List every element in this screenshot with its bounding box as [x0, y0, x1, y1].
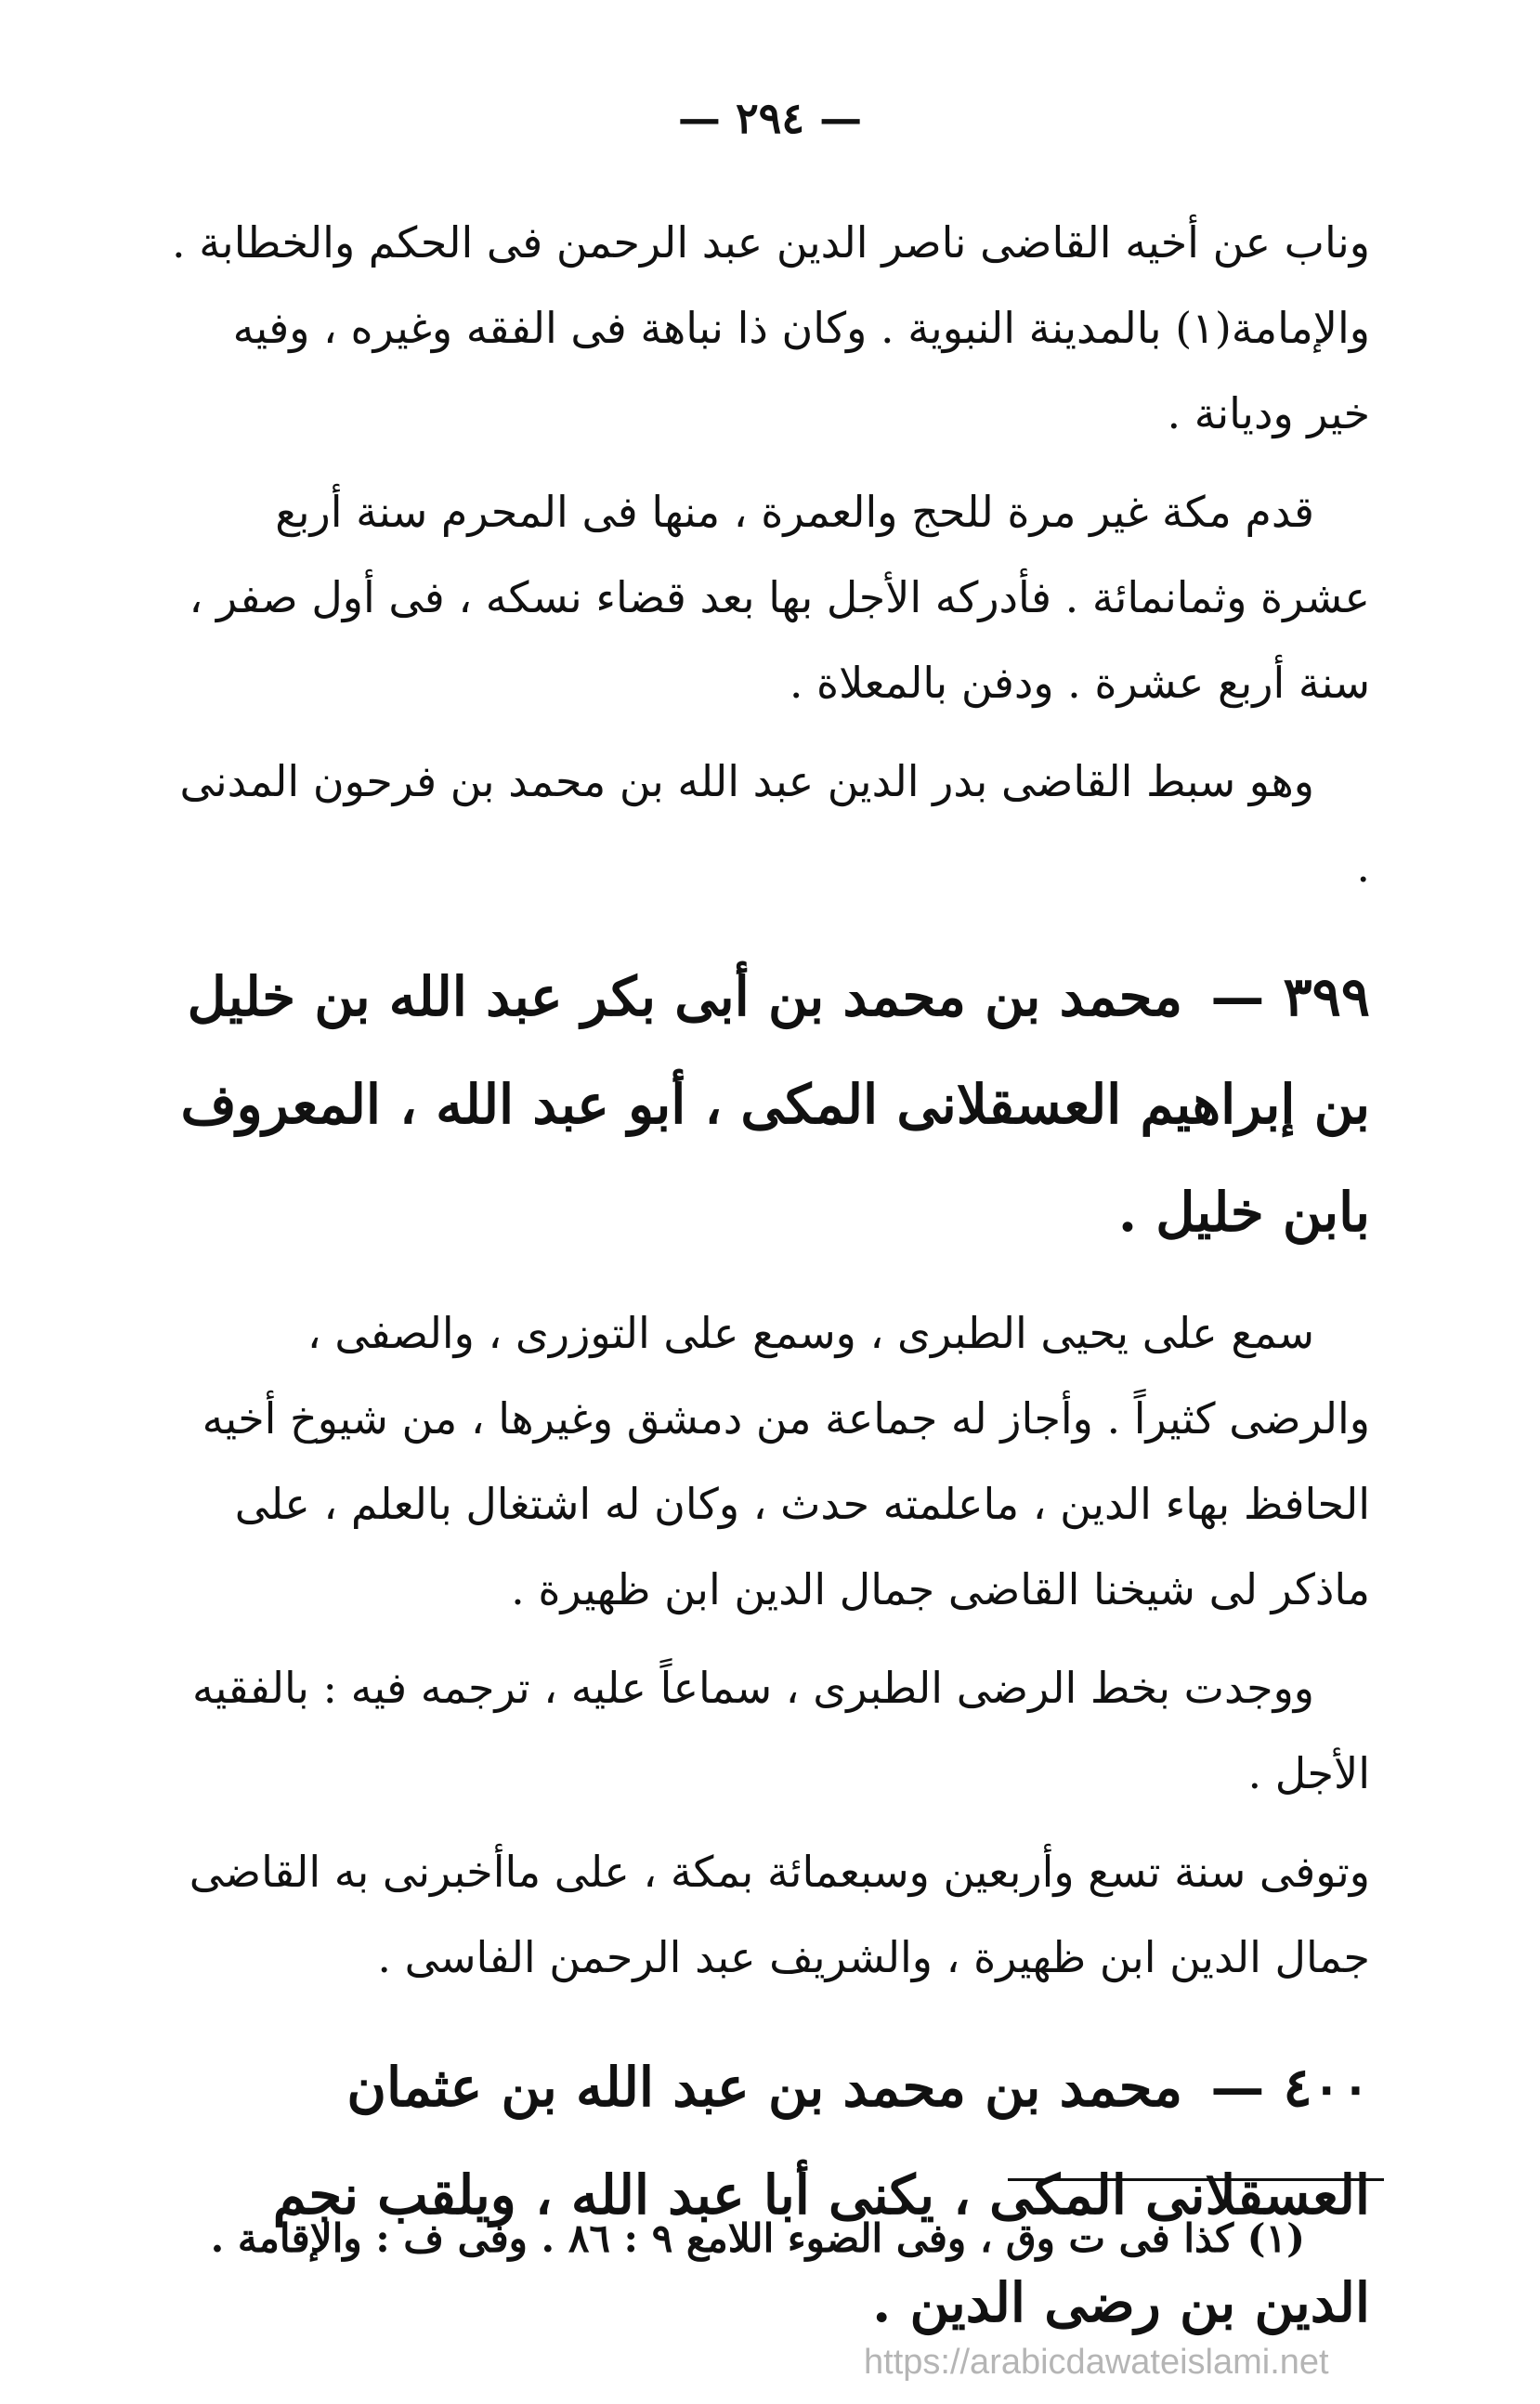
watermark-url: https://arabicdawateislami.net: [864, 2343, 1329, 2382]
footnote-divider: [1008, 2178, 1384, 2181]
paragraph-handwriting: ووجدت بخط الرضى الطبرى ، سماعاً عليه ، ترجمه فيه : بالفقيه الأجل .: [191, 1663, 1370, 1798]
page-number: — ٢٩٤ —: [677, 93, 863, 143]
entry-number-400: ٤٠٠ —: [1210, 2056, 1370, 2119]
entry-title-400: محمد بن محمد بن عبد الله بن عثمان العسقلانى المكى ، يكنى أبا عبد الله ، ويلقب نجم الدين بن رضى الدين .: [272, 2056, 1370, 2334]
paragraph-lineage: وهو سبط القاضى بدر الدين عبد الله بن محمد بن فرحون المدنى .: [179, 756, 1370, 892]
entry-title-399: محمد بن محمد بن أبى بكر عبد الله بن خليل بن إبراهيم العسقلانى المكى ، أبو عبد الله ، المعروف بابن خليل .: [180, 965, 1370, 1244]
page-body: [163, 200, 1370, 2381]
paragraph-death: وتوفى سنة تسع وأربعين وسبعمائة بمكة ، على ماأخبرنى به القاضى جمال الدين ابن ظهيرة ، والشريف عبد الرحمن الفاسى .: [189, 1847, 1370, 1982]
entry-number-399: ٣٩٩ —: [1210, 965, 1370, 1028]
footnote: (١) كذا فى ت وق ، وفى الضوء اللامع ٩ : ٨٦ . وفى ف : والإقامة .: [210, 2215, 1305, 2261]
paragraph-mecca-visit: قدم مكة غير مرة للحج والعمرة ، منها فى المحرم سنة أربع عشرة وثمانمائة . فأدركه الأجل بها بعد قضاء نسكه ، فى أول صفر ، سنة أربع عشرة . ودفن بالمعلاة .: [189, 487, 1370, 708]
paragraph-hearing: سمع على يحيى الطبرى ، وسمع على التوزرى ، والصفى ، والرضى كثيراً . وأجاز له جماعة من دمشق وغيرها ، من شيوخ أخيه الحافظ بهاء الدين ، ماعلمته حدث ، وكان له اشتغال بالعلم ، على ماذكر لى شيخنا القاضى جمال الدين ابن ظهيرة .: [202, 1308, 1370, 1614]
entry-heading-399: [163, 943, 1370, 1266]
paragraph-deputy: وناب عن أخيه القاضى ناصر الدين عبد الرحمن فى الحكم والخطابة . والإمامة(١) بالمدينة النبوية . وكان ذا نباهة فى الفقه وغيره ، وفيه خير وديانة .: [172, 217, 1370, 438]
entry-heading-400: [163, 2033, 1370, 2357]
